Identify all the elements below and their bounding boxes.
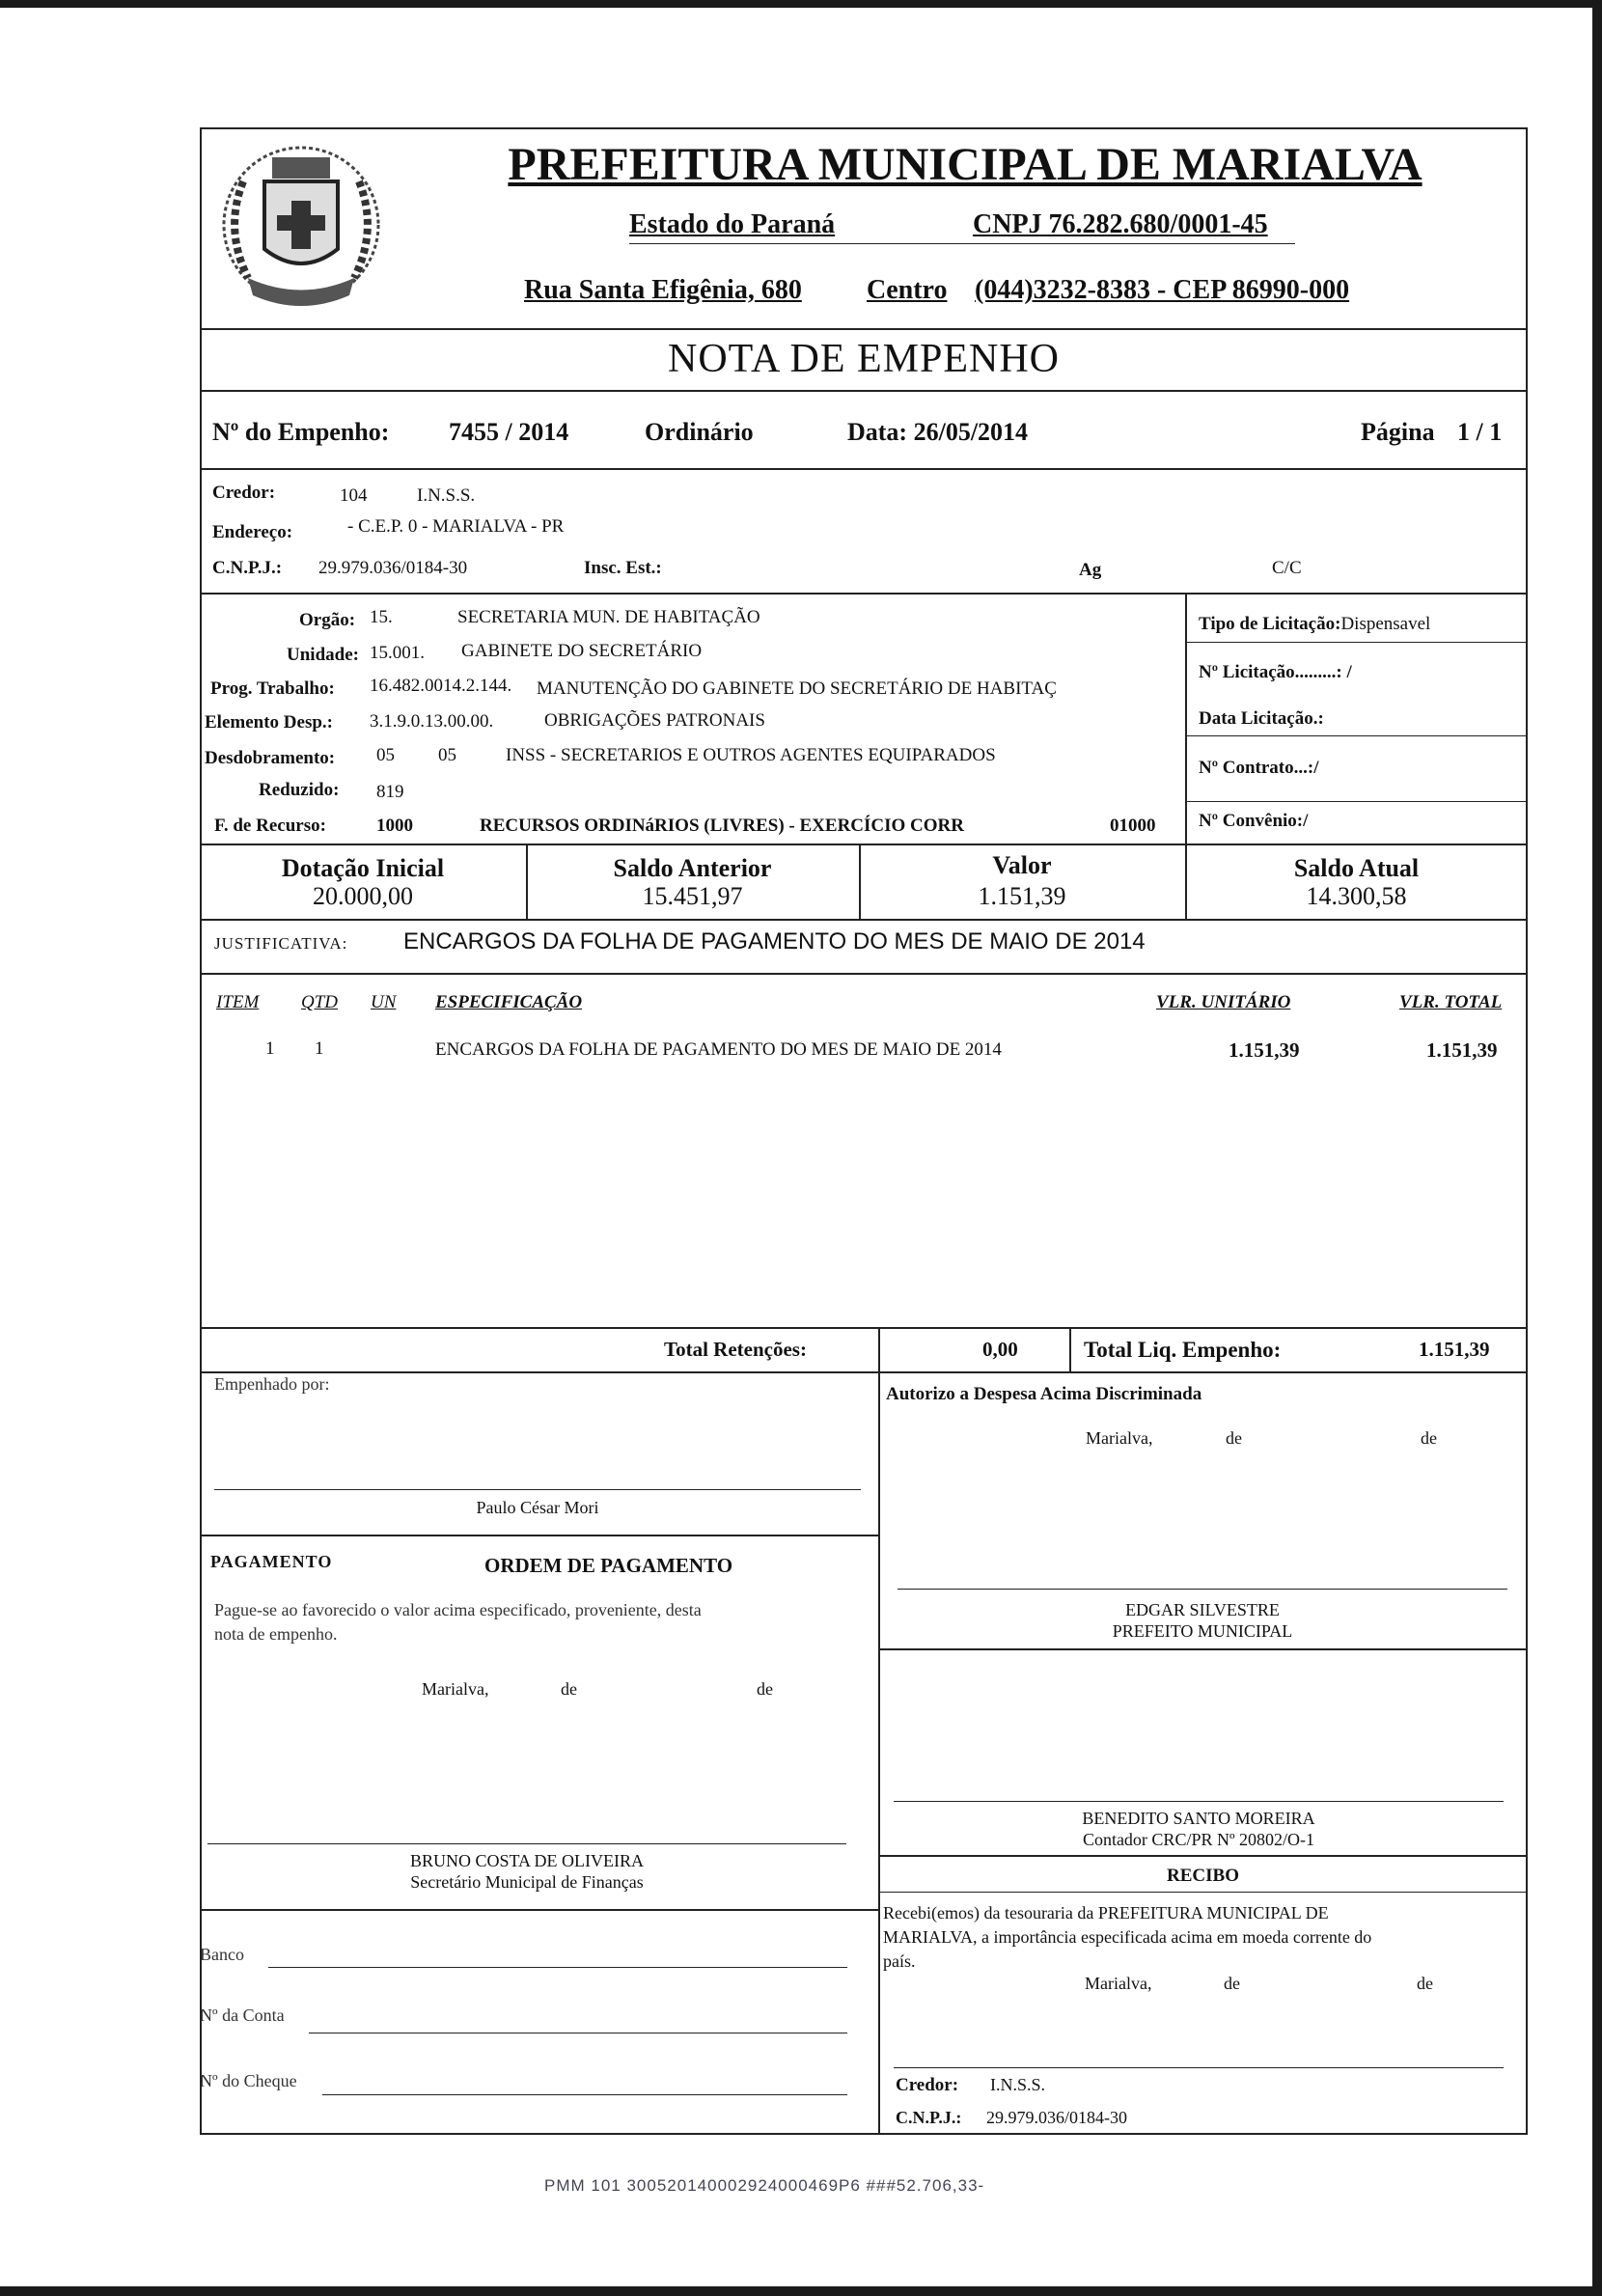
pagamento-label: PAGAMENTO <box>210 1552 333 1571</box>
liquido-label: Total Liq. Empenho: <box>1084 1338 1282 1362</box>
dotacao-value: 20.000,00 <box>313 882 413 910</box>
secretario-signature-line <box>207 1843 846 1844</box>
signature-divider <box>878 1371 880 2135</box>
divider-5 <box>200 844 1528 845</box>
orgao-value: SECRETARIA MUN. DE HABITAÇÃO <box>457 607 760 627</box>
licitacao-tipo <box>1199 614 1430 635</box>
cc-label: C/C <box>1272 558 1302 578</box>
empenho-number: 7455 / 2014 <box>449 418 569 446</box>
col-item: ITEM <box>216 992 260 1012</box>
pague-line-2: nota de empenho. <box>214 1624 338 1644</box>
col-vlr-total: VLR. TOTAL <box>1399 992 1503 1012</box>
orgao-label: Orgão: <box>299 610 356 630</box>
page-label: Página <box>1361 418 1435 446</box>
pague-cidade: Marialva, <box>422 1679 489 1699</box>
recibo-credor-value: I.N.S.S. <box>990 2075 1046 2094</box>
divider-3 <box>200 468 1528 470</box>
recibo-de-1: de <box>1224 1974 1240 1993</box>
credor-code: 104 <box>340 485 368 506</box>
header-underline <box>629 243 1295 244</box>
cnpj-credor-label: C.N.P.J.: <box>212 558 283 578</box>
recibo-de-2: de <box>1417 1974 1433 1993</box>
crest-icon <box>205 133 398 326</box>
divider-prefeito <box>878 1648 1528 1650</box>
justificativa-text: ENCARGOS DA FOLHA DE PAGAMENTO DO MES DE MAIO DE 2014 <box>403 928 1146 954</box>
saldo-atual-value: 14.300,58 <box>1306 882 1407 910</box>
page-number: 1 / 1 <box>1457 418 1503 446</box>
prog-code: 16.482.0014.2.144. <box>370 676 512 696</box>
empenhado-label: Empenhado por: <box>214 1374 330 1394</box>
credor-name: I.N.S.S. <box>417 485 476 506</box>
cnpj-credor-value: 29.979.036/0184-30 <box>318 558 468 578</box>
ordem-pagamento-label: ORDEM DE PAGAMENTO <box>484 1554 733 1577</box>
cheque-label: Nº do Cheque <box>200 2071 297 2090</box>
row-especificacao: ENCARGOS DA FOLHA DE PAGAMENTO DO MES DE MAIO DE 2014 <box>435 1039 1002 1060</box>
insc-est-label: Insc. Est.: <box>584 558 662 578</box>
autorizo-cidade: Marialva, <box>1086 1428 1153 1448</box>
col-qtd: QTD <box>301 992 339 1012</box>
desdobramento-value: INSS - SECRETARIOS E OUTROS AGENTES EQUIPARADOS <box>506 745 996 765</box>
recibo-cnpj-value: 29.979.036/0184-30 <box>986 2108 1127 2127</box>
cheque-line <box>322 2094 847 2095</box>
row-vlr-total: 1.151,39 <box>1426 1038 1498 1062</box>
phone-cep-label: (044)3232-8383 - CEP 86990-000 <box>975 275 1350 305</box>
endereco-label: Endereço: <box>212 522 293 542</box>
endereco-value: - C.E.P. 0 - MARIALVA - PR <box>347 516 565 537</box>
licitacao-contrato: Nº Contrato...:/ <box>1199 758 1319 778</box>
credor-label: Credor: <box>212 483 276 503</box>
recurso-number: 01000 <box>1110 816 1156 836</box>
licitacao-line-2 <box>1185 735 1528 736</box>
autorizo-label: Autorizo a Despesa Acima Discriminada <box>886 1384 1202 1404</box>
scan-edge-top <box>0 0 1602 8</box>
prog-label: Prog. Trabalho: <box>210 678 335 699</box>
scan-edge-right <box>1592 0 1602 2296</box>
totais-divider-2 <box>1069 1327 1071 1371</box>
recibo-line-2: MARIALVA, a importância especificada acima em moeda corrente do <box>883 1927 1372 1947</box>
elemento-value: OBRIGAÇÕES PATRONAIS <box>544 710 765 731</box>
licitacao-divider <box>1185 593 1187 844</box>
recibo-cidade: Marialva, <box>1085 1974 1152 1993</box>
recibo-underline <box>878 1892 1528 1893</box>
contador-nome: BENEDITO SANTO MOREIRA <box>1082 1809 1315 1828</box>
recibo-line-1: Recebi(emos) da tesouraria da PREFEITURA MUNICIPAL DE <box>883 1903 1329 1923</box>
licitacao-numero: Nº Licitação.........: / <box>1199 662 1352 682</box>
unidade-code: 15.001. <box>370 643 425 663</box>
divider-pagamento <box>200 1535 878 1536</box>
elemento-label: Elemento Desp.: <box>205 712 333 733</box>
saldo-anterior-value: 15.451,97 <box>642 882 743 910</box>
reduzido-value: 819 <box>376 782 404 802</box>
divider-6 <box>200 919 1528 921</box>
dotacao-label: Dotação Inicial <box>281 854 445 882</box>
retencoes-label: Total Retenções: <box>664 1338 807 1361</box>
recibo-label: RECIBO <box>1167 1866 1239 1886</box>
col-un: UN <box>371 992 397 1012</box>
empenhado-nome: Paulo César Mori <box>476 1498 599 1517</box>
prefeitura-title: PREFEITURA MUNICIPAL DE MARIALVA <box>508 139 1422 190</box>
unidade-label: Unidade: <box>287 645 359 665</box>
saldo-atual-label: Saldo Atual <box>1293 854 1420 882</box>
licitacao-tipo-value: Dispensavel <box>1340 614 1431 634</box>
divider-2 <box>200 390 1528 392</box>
cnpj-prefeitura: CNPJ 76.282.680/0001-45 <box>973 209 1268 239</box>
district-label: Centro <box>867 275 948 305</box>
valor-value: 1.151,39 <box>978 882 1066 910</box>
totais-divider-1 <box>878 1327 880 1371</box>
contador-cargo: Contador CRC/PR Nº 20802/O-1 <box>1082 1830 1315 1849</box>
empenho-number-label: Nº do Empenho: <box>212 418 390 446</box>
licitacao-tipo-label: Tipo de Licitação: <box>1199 614 1341 634</box>
scan-edge-bottom <box>0 2286 1602 2296</box>
empenhado-signature-line <box>214 1489 861 1490</box>
doc-title: NOTA DE EMPENHO <box>668 337 1060 381</box>
licitacao-line-1 <box>1185 642 1528 643</box>
row-qtd: 1 <box>315 1038 324 1059</box>
estado-label: Estado do Paraná <box>629 209 836 239</box>
recibo-cnpj-label: C.N.P.J.: <box>896 2108 962 2127</box>
divider-contador <box>878 1855 1528 1857</box>
saldo-anterior-label: Saldo Anterior <box>613 854 772 882</box>
prefeito-nome: EDGAR SILVESTRE <box>1125 1600 1280 1619</box>
recurso-label: F. de Recurso: <box>214 816 326 836</box>
recurso-code: 1000 <box>376 816 413 836</box>
desdobramento-a: 05 <box>376 745 395 765</box>
recurso-value: RECURSOS ORDINáRIOS (LIVRES) - EXERCÍCIO CORR <box>480 816 964 836</box>
recibo-credor-label: Credor: <box>896 2075 959 2095</box>
empenho-type: Ordinário <box>645 418 754 446</box>
recibo-signature-line <box>894 2067 1504 2068</box>
elemento-code: 3.1.9.0.13.00.00. <box>370 711 494 732</box>
col-vlr-unitario: VLR. UNITÁRIO <box>1156 992 1291 1012</box>
unidade-value: GABINETE DO SECRETÁRIO <box>461 641 703 661</box>
contador-signature-line <box>894 1801 1504 1802</box>
desdobramento-label: Desdobramento: <box>205 748 336 768</box>
divider-9 <box>200 1371 1528 1373</box>
retencoes-value: 0,00 <box>982 1338 1018 1361</box>
justificativa-label: JUSTIFICATIVA: <box>214 934 348 953</box>
pague-de-2: de <box>757 1679 773 1699</box>
recibo-line-3: país. <box>883 1951 916 1971</box>
divider-4 <box>200 593 1528 595</box>
banco-line <box>268 1967 847 1968</box>
autorizo-de-1: de <box>1226 1428 1242 1448</box>
address-label: Rua Santa Efigênia, 680 <box>524 275 802 305</box>
liquido-value: 1.151,39 <box>1419 1338 1490 1361</box>
conta-label: Nº da Conta <box>200 2006 285 2025</box>
reduzido-label: Reduzido: <box>259 780 340 800</box>
valor-label: Valor <box>992 851 1052 879</box>
row-vlr-unitario: 1.151,39 <box>1229 1038 1300 1062</box>
divider-secretario <box>200 1909 878 1911</box>
row-item: 1 <box>265 1038 275 1059</box>
prefeito-cargo: PREFEITO MUNICIPAL <box>1112 1621 1293 1641</box>
licitacao-data: Data Licitação.: <box>1199 708 1324 729</box>
divider-1 <box>200 328 1528 330</box>
ag-label: Ag <box>1079 560 1102 580</box>
licitacao-convenio: Nº Convênio:/ <box>1199 811 1309 831</box>
licitacao-line-3 <box>1185 801 1528 802</box>
footer-code: PMM 101 300520140002924000469P6 ###52.706,33- <box>544 2176 985 2195</box>
prefeito-signature-line <box>898 1589 1507 1590</box>
divider-7 <box>200 973 1528 975</box>
col-especificacao: ESPECIFICAÇÃO <box>435 992 583 1012</box>
empenho-date: Data: 26/05/2014 <box>847 418 1029 446</box>
pague-de-1: de <box>561 1679 577 1699</box>
autorizo-de-2: de <box>1421 1428 1437 1448</box>
divider-8 <box>200 1327 1528 1329</box>
municipal-crest <box>205 133 398 326</box>
pague-line-1: Pague-se ao favorecido o valor acima especificado, proveniente, desta <box>214 1600 702 1619</box>
prog-value: MANUTENÇÃO DO GABINETE DO SECRETÁRIO DE HABITAÇ <box>537 678 1057 699</box>
banco-label: Banco <box>200 1945 244 1964</box>
orgao-code: 15. <box>370 607 393 627</box>
secretario-cargo: Secretário Municipal de Finanças <box>410 1872 644 1892</box>
secretario-nome: BRUNO COSTA DE OLIVEIRA <box>409 1851 645 1870</box>
desdobramento-b: 05 <box>438 745 456 765</box>
